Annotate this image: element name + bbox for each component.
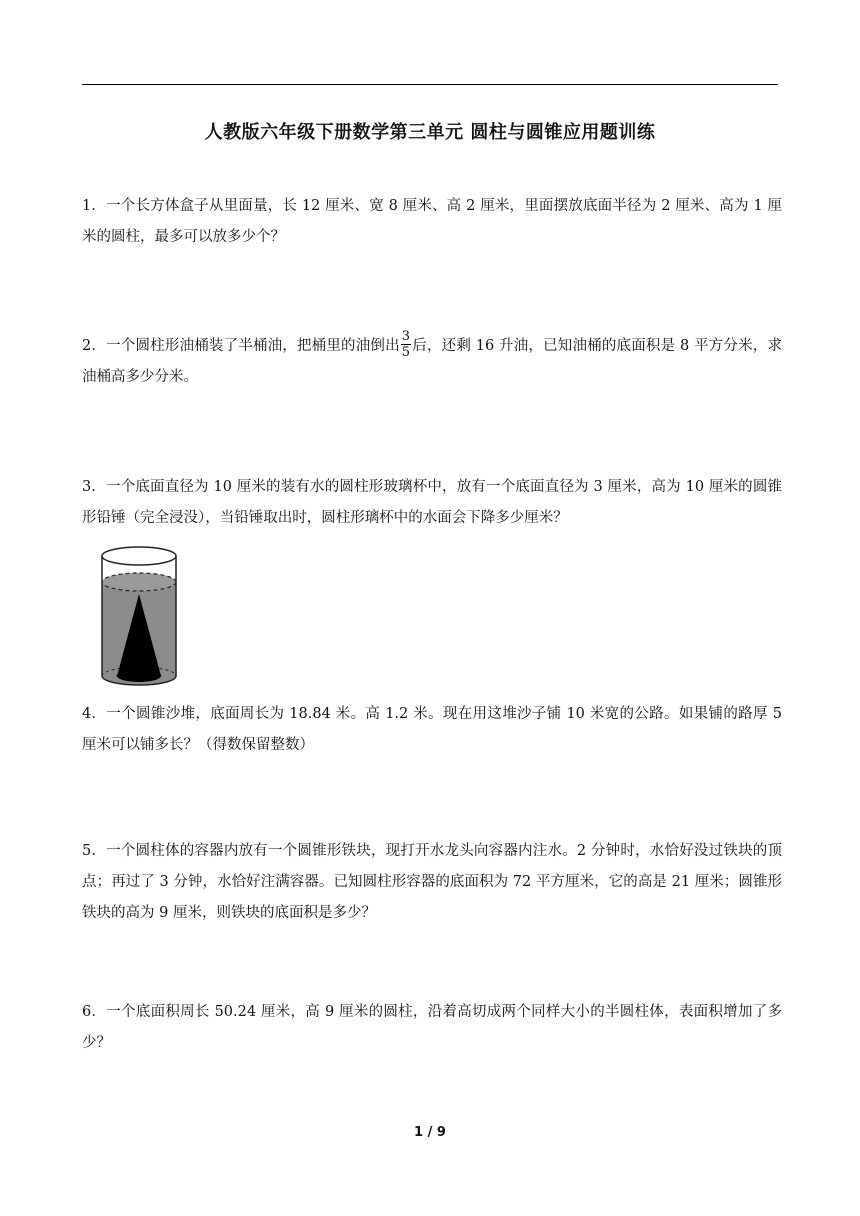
page-title: 人教版六年级下册数学第三单元 圆柱与圆锥应用题训练 [204,122,656,143]
question-5: 5．一个圆柱体的容器内放有一个圆锥形铁块，现打开水龙头向容器内注水。2 分钟时，水恰好没过铁块的顶点；再过了 3 分钟，水恰好注满容器。已知圆柱形容器的底面积为 72 平方厘米，它的高是 21 厘米；圆锥形铁块的高为 9 厘米，则铁块的底面积是多少？ [82,843,782,921]
cylinder-with-cone-figure [98,544,180,689]
question-2-text-before: 2．一个圆柱形油桶装了半桶油，把桶里的油倒出 [82,338,400,354]
fraction-three-fifths [401,330,411,359]
question-6: 6．一个底面积周长 50.24 厘米，高 9 厘米的圆柱，沿着高切成两个同样大小的半圆柱体，表面积增加了多少？ [82,1004,782,1051]
question-3: 3．一个底面直径为 10 厘米的装有水的圆柱形玻璃杯中，放有一个底面直径为 3 厘米，高为 10 厘米的圆锥形铅锤（完全浸没），当铅锤取出时，圆柱形璃杯中的水面会下降多少厘米？ [82,479,782,526]
question-2-text-after: 后，还剩 16 升油，已知油桶的底面积是 8 平方分米，求油桶高多少分米。 [82,338,782,385]
question-2 [82,328,782,393]
fraction-denominator: 5 [401,344,411,360]
question-1: 1．一个长方体盒子从里面量，长 12 厘米、宽 8 厘米、高 2 厘米，里面摆放底面半径为 2 厘米、高为 1 厘米的圆柱，最多可以放多少个？ [82,198,782,245]
fraction-numerator: 3 [401,328,411,344]
cylinder-top-rim [102,547,176,565]
header-rule [82,84,778,85]
water-surface [102,573,176,591]
question-4: 4．一个圆锥沙堆，底面周长为 18.84 米。高 1.2 米。现在用这堆沙子铺 10 米宽的公路。如果铺的路厚 5 厘米可以铺多长？（得数保留整数） [82,706,782,753]
page-number: 1 / 9 [414,1125,446,1140]
